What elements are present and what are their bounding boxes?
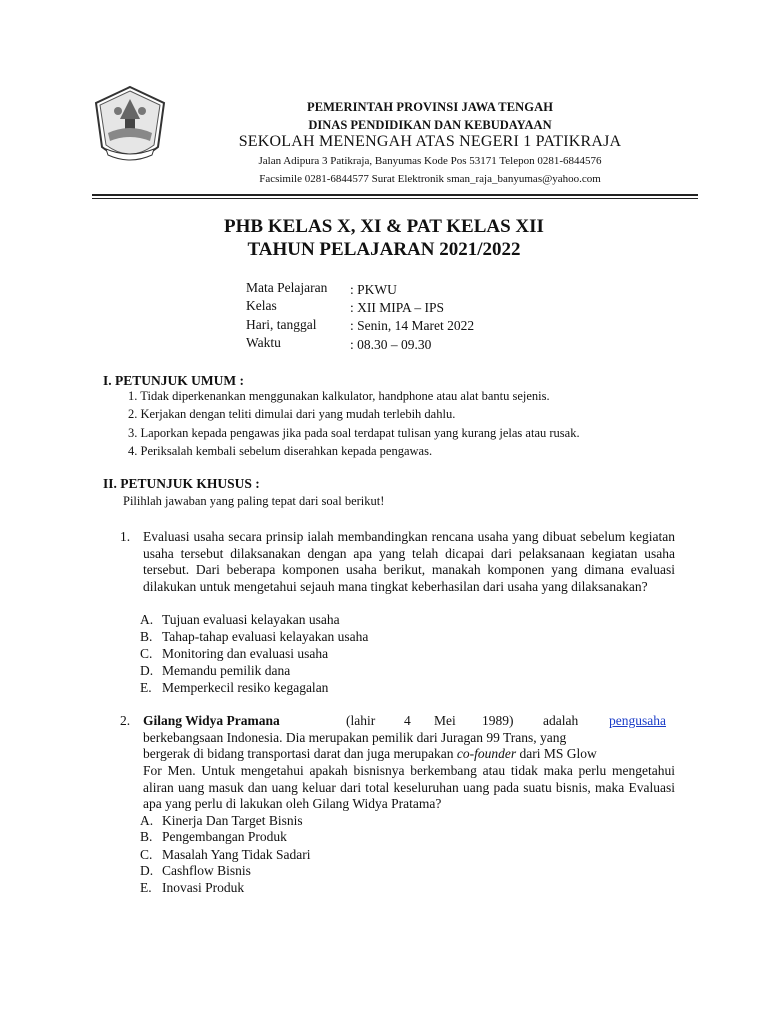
letterhead-school-name: SEKOLAH MENENGAH ATAS NEGERI 1 PATIKRAJA xyxy=(238,133,622,150)
province-emblem-logo xyxy=(92,85,168,169)
question-2-line-2: berkebangsaan Indonesia. Dia merupakan pemilik dari Juragan 99 Trans, yang xyxy=(143,730,567,745)
question-2-word: Mei xyxy=(434,713,456,728)
info-label-time: Waktu xyxy=(246,335,281,350)
exam-year: TAHUN PELAJARAN 2021/2022 xyxy=(247,239,521,260)
question-2-option-e[interactable]: E. Inovasi Produk xyxy=(140,880,245,895)
question-1-option-b[interactable]: B. Tahap-tahap evaluasi kelayakan usaha xyxy=(140,629,369,644)
question-2-option-a[interactable]: A. Kinerja Dan Target Bisnis xyxy=(140,813,303,828)
specific-instruction-text: Pilihlah jawaban yang paling tepat dari soal berikut! xyxy=(123,494,385,508)
general-instruction-item: 4. Periksalah kembali sebelum diserahkan kepada pengawas. xyxy=(128,444,433,458)
co-founder-term: co-founder xyxy=(456,746,517,761)
question-2-option-b[interactable]: B. Pengembangan Produk xyxy=(140,829,287,844)
question-2-option-c[interactable]: C. Masalah Yang Tidak Sadari xyxy=(140,847,311,862)
info-value-date: : Senin, 14 Maret 2022 xyxy=(350,318,475,333)
question-1-option-c[interactable]: C. Monitoring dan evaluasi usaha xyxy=(140,646,329,661)
person-name: Gilang Widya Pramana xyxy=(143,713,280,728)
question-2-text-rest: For Men. Untuk mengetahui apakah bisnisnya berkembang atau tidak maka perlu mengetahui aliran uang masuk dan uang keluar dari total keseluruhan uang pada suatu bisnis, maka Evaluasi apa yang perlu di lakukan oleh Gilang Widya Pratama? xyxy=(143,763,675,812)
question-2-number: 2. xyxy=(120,713,131,728)
letterhead-department: DINAS PENDIDIKAN DAN KEBUDAYAAN xyxy=(308,118,552,132)
question-2-word: adalah xyxy=(543,713,579,728)
question-2-line-3: bergerak di bidang transportasi darat dan juga merupakan co-founder dari MS Glow xyxy=(143,746,597,761)
general-instruction-item: 3. Laporkan kepada pengawas jika pada soal terdapat tulisan yang kurang jelas atau rusak. xyxy=(128,426,580,440)
info-label-subject: Mata Pelajaran xyxy=(246,280,328,295)
info-label-date: Hari, tanggal xyxy=(246,317,317,332)
exam-title: PHB KELAS X, XI & PAT KELAS XII xyxy=(224,216,544,237)
letterhead-government: PEMERINTAH PROVINSI JAWA TENGAH xyxy=(306,100,554,114)
question-1-number: 1. xyxy=(120,529,131,544)
specific-instructions-heading: II. PETUNJUK KHUSUS : xyxy=(103,476,260,491)
pengusaha-link[interactable]: pengusaha xyxy=(609,713,666,728)
general-instruction-item: 1. Tidak diperkenankan menggunakan kalkulator, handphone atau alat bantu sejenis. xyxy=(128,389,550,403)
question-1-option-a[interactable]: A. Tujuan evaluasi kelayakan usaha xyxy=(140,612,340,627)
question-2-word: 1989) xyxy=(482,713,514,728)
info-label-class: Kelas xyxy=(246,298,277,313)
question-2-option-d[interactable]: D. Cashflow Bisnis xyxy=(140,863,251,878)
info-value-subject: : PKWU xyxy=(350,282,397,297)
question-2-word: 4 xyxy=(404,713,411,728)
letterhead-rule-thick xyxy=(92,194,698,196)
question-1-text: Evaluasi usaha secara prinsip ialah membandingkan rencana usaha yang dibuat sebelum kegiatan usaha tersebut dilaksanakan dengan apa yang telah dicapai dari pelaksanaan kegiatan usaha tersebut. Dari beberapa komponen usaha berikut, manakah komponen yang dimana evaluasi dilakukan untuk mengetahui sejauh mana tingkat keberhasilan dari usaha yang dilaksanakan? xyxy=(143,529,675,594)
general-instructions-heading: I. PETUNJUK UMUM : xyxy=(103,373,244,388)
info-value-class: : XII MIPA – IPS xyxy=(350,300,445,315)
info-value-time: : 08.30 – 09.30 xyxy=(350,337,432,352)
general-instruction-item: 2. Kerjakan dengan teliti dimulai dari yang mudah terlebih dahlu. xyxy=(128,407,456,421)
question-1-option-d[interactable]: D. Memandu pemilik dana xyxy=(140,663,291,678)
letterhead-address: Jalan Adipura 3 Patikraja, Banyumas Kode Pos 53171 Telepon 0281-6844576 xyxy=(258,155,602,167)
question-1-option-e[interactable]: E. Memperkecil resiko kegagalan xyxy=(140,680,329,695)
letterhead-rule-thin xyxy=(92,198,698,199)
letterhead-contact: Facsimile 0281-6844577 Surat Elektronik sman_raja_banyumas@yahoo.com xyxy=(259,173,601,185)
question-2-word: (lahir xyxy=(346,713,376,728)
